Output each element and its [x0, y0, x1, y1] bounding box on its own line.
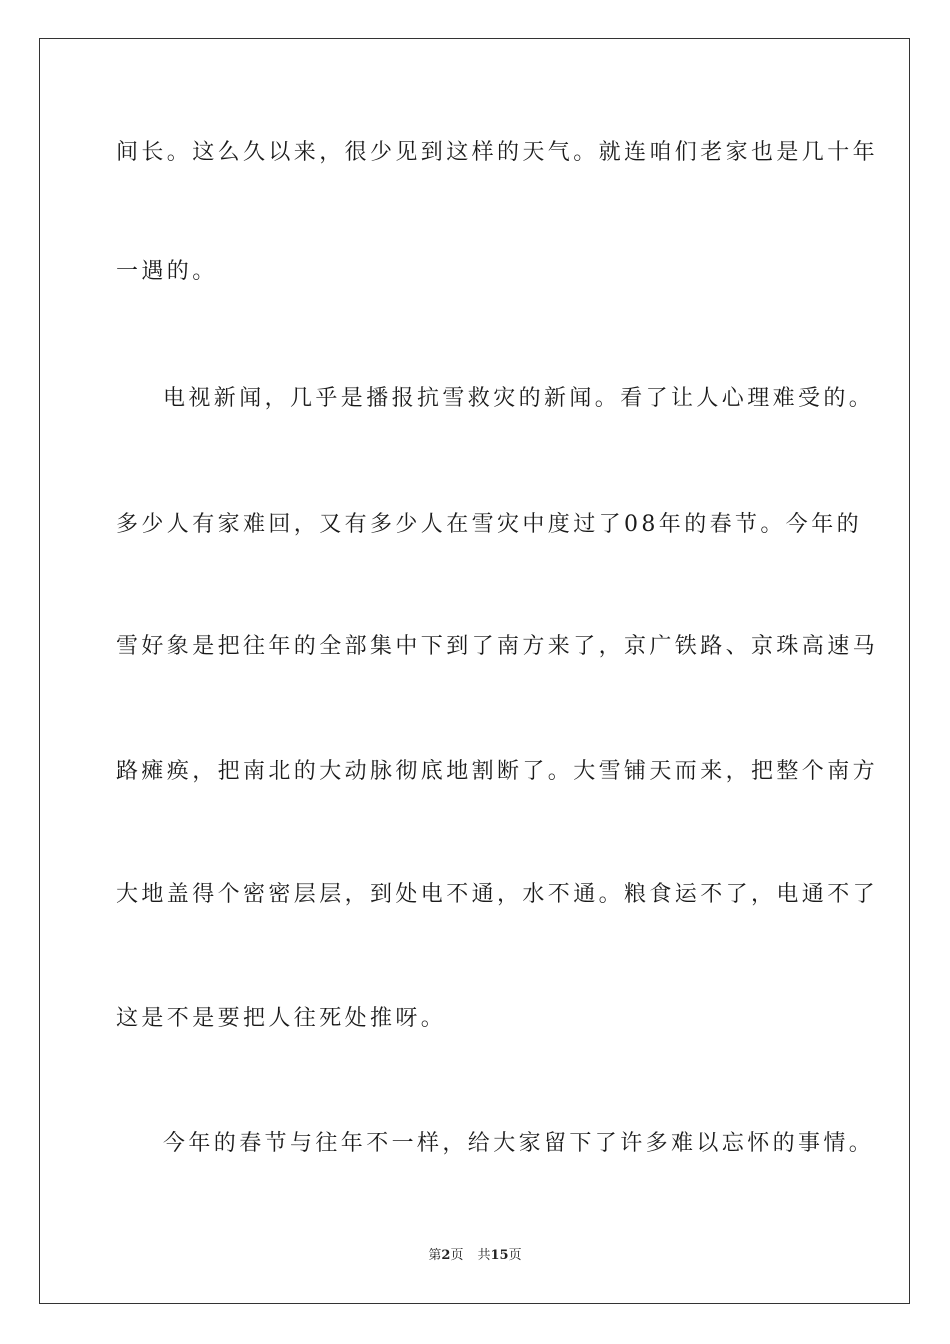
body-line-3: 电视新闻，几乎是播报抗雪救灾的新闻。看了让人心理难受的。 [163, 386, 875, 411]
body-line-5: 雪好象是把往年的全部集中下到了南方来了，京广铁路、京珠高速马 [116, 634, 879, 659]
total-pages: 15 [490, 1248, 509, 1263]
body-line-2: 一遇的。 [116, 259, 218, 284]
page-suffix: 页 [450, 1248, 464, 1263]
page-footer [0, 1247, 950, 1265]
page-frame [39, 38, 910, 1304]
total-suffix: 页 [508, 1248, 522, 1263]
body-line-6: 路瘫痪，把南北的大动脉彻底地割断了。大雪铺天而来，把整个南方 [116, 759, 879, 784]
body-line-4: 多少人有家难回，又有多少人在雪灾中度过了08年的春节。今年的 [116, 512, 862, 537]
page-number: 2 [441, 1248, 451, 1263]
total-prefix: 共 [477, 1248, 491, 1263]
body-line-8: 这是不是要把人往死处推呀。 [116, 1006, 447, 1031]
body-line-9: 今年的春节与往年不一样，给大家留下了许多难以忘怀的事情。 [163, 1131, 875, 1156]
page-prefix: 第 [428, 1248, 442, 1263]
body-line-7: 大地盖得个密密层层，到处电不通，水不通。粮食运不了，电通不了 [116, 882, 879, 907]
body-line-1: 间长。这么久以来，很少见到这样的天气。就连咱们老家也是几十年 [116, 140, 879, 165]
